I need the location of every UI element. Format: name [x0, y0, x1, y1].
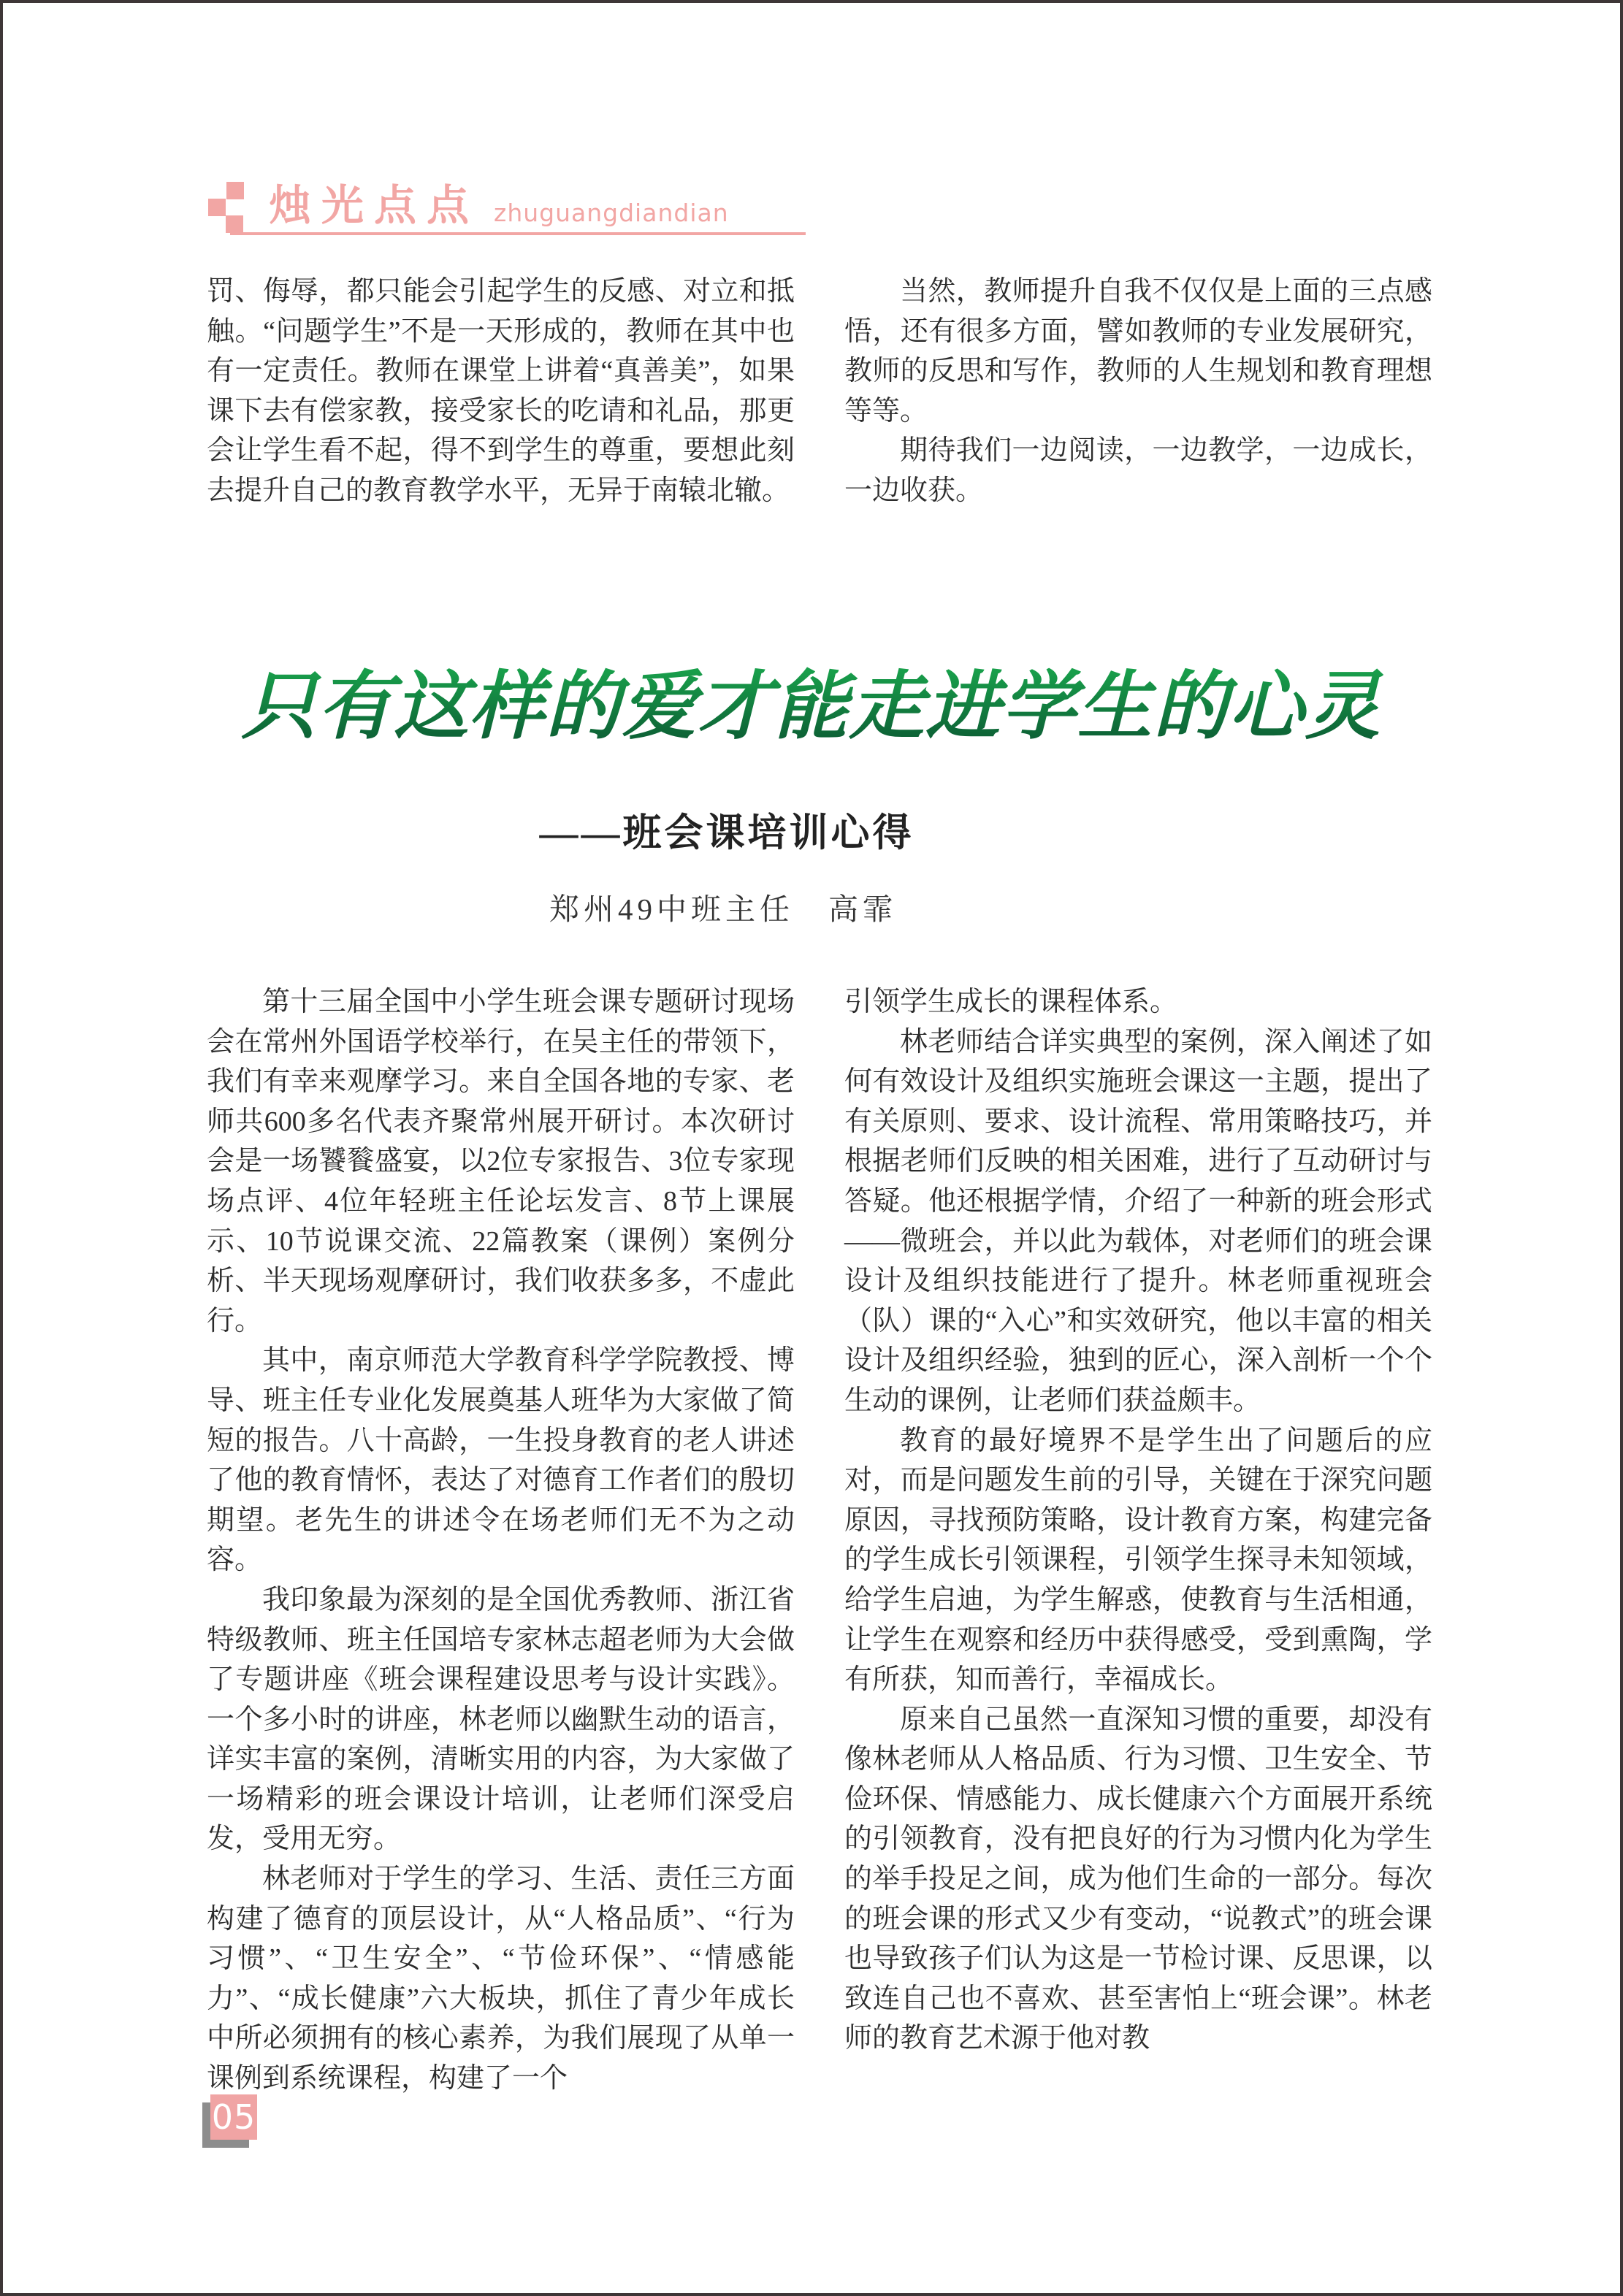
- paragraph: 原来自己虽然一直深知习惯的重要，却没有像林老师从人格品质、行为习惯、卫生安全、节俭环保、情感能力、成长健康六个方面展开系统的引领教育，没有把良好的行为习惯内化为学生的举手投足之间，成为他们生命的一部分。每次的班会课的形式又少有变动，“说教式”的班会课也导致孩子们认为这是一节检讨课、反思课，以致连自己也不喜欢、甚至害怕上“班会课”。林老师的教育艺术源于他对教: [844, 1704, 1432, 2054]
- section-header: [269, 180, 729, 230]
- body-left-column: [207, 982, 795, 2099]
- paragraph: 第十三届全国中小学生班会课专题研讨现场会在常州外国语学校举行，在吴主任的带领下，我们有幸来观摩学习。来自全国各地的专家、老师共600多名代表齐聚常州展开研讨。本次研讨会是一场饕餮盛宴，以2位专家报告、3位专家现场点评、4位年轻班主任论坛发言、8节上课展示、10节说课交流、22篇教案（课例）案例分析、半天现场观摩研讨，我们收获多多，不虚此行。: [207, 987, 795, 1336]
- article-title: 只有这样的爱才能走进学生的心灵: [0, 651, 1623, 763]
- article-subtitle: ——班会课培训心得: [539, 812, 914, 854]
- section-title: 烛光点点: [269, 180, 480, 230]
- top-left-column: [207, 272, 795, 511]
- article-body-section: [207, 982, 1433, 2099]
- page-number-badge: [210, 2094, 257, 2140]
- paragraph: 林老师对于学生的学习、生活、责任三方面构建了德育的顶层设计，从“人格品质”、“行为习惯”、“卫生安全”、“节俭环保”、“情感能力”、“成长健康”六大板块，抓住了青少年成长中所必须拥有的核心素养，为我们展现了从单一课例到系统课程，构建了一个: [207, 1864, 795, 2094]
- paragraph: 其中，南京师范大学教育科学学院教授、博导、班主任专业化发展奠基人班华为大家做了简短的报告。八十高龄，一生投身教育的老人讲述了他的教育情怀，表达了对德育工作者们的殷切期望。老先生的讲述令在场老师们无不为之动容。: [207, 1345, 795, 1576]
- paragraph: 罚、侮辱，都只能会引起学生的反感、对立和抵触。“问题学生”不是一天形成的，教师在其中也有一定责任。教师在课堂上讲着“真善美”，如果课下去有偿家教，接受家长的吃请和礼品，那更会让学生看不起，得不到学生的尊重，要想此刻去提升自己的教育教学水平，无异于南辕北辙。: [207, 276, 795, 506]
- checker-square: [208, 199, 226, 216]
- checker-square: [226, 215, 243, 233]
- page-number: 05: [211, 2097, 256, 2137]
- paragraph: 我印象最为深刻的是全国优秀教师、浙江省特级教师、班主任国培专家林志超老师为大会做了专题讲座《班会课程建设思考与设计实践》。一个多小时的讲座，林老师以幽默生动的语言，详实丰富的案例，清晰实用的内容，为大家做了一场精彩的班会课设计培训，让老师们深受启发，受用无穷。: [207, 1584, 795, 1855]
- paragraph: 林老师结合详实典型的案例，深入阐述了如何有效设计及组织实施班会课这一主题，提出了有关原则、要求、设计流程、常用策略技巧，并根据老师们反映的相关困难，进行了互动研讨与答疑。他还根据学情，介绍了一种新的班会形式——微班会，并以此为载体，对老师们的班会课设计及组织技能进行了提升。林老师重视班会（队）课的“入心”和实效研究，他以丰富的相关设计及组织经验，独到的匠心，深入剖析一个个生动的课例，让老师们获益颇丰。: [844, 1026, 1432, 1416]
- paragraph: 引领学生成长的课程体系。: [844, 987, 1178, 1017]
- article-author: 郑州49中班主任 高霏: [549, 892, 897, 926]
- checker-squares-icon: [207, 182, 245, 234]
- top-right-column: [844, 272, 1432, 511]
- paragraph: 当然，教师提升自我不仅仅是上面的三点感悟，还有很多方面，譬如教师的专业发展研究，教师的反思和写作，教师的人生规划和教育理想等等。: [844, 276, 1432, 426]
- top-text-section: [207, 272, 1433, 511]
- paragraph: 教育的最好境界不是学生出了问题后的应对，而是问题发生前的引导，关键在于深究问题原因，寻找预防策略，设计教育方案，构建完备的学生成长引领课程，引领学生探寻未知领域，给学生启迪，为学生解惑，使教育与生活相通，让学生在观察和经历中获得感受，受到熏陶，学有所获，知而善行，幸福成长。: [844, 1425, 1432, 1696]
- body-right-column: [844, 982, 1432, 2099]
- header-rule: [230, 232, 806, 235]
- checker-square: [226, 182, 244, 199]
- paragraph: 期待我们一边阅读，一边教学，一边成长，一边收获。: [844, 435, 1432, 506]
- section-title-pinyin: zhuguangdiandian: [494, 198, 729, 227]
